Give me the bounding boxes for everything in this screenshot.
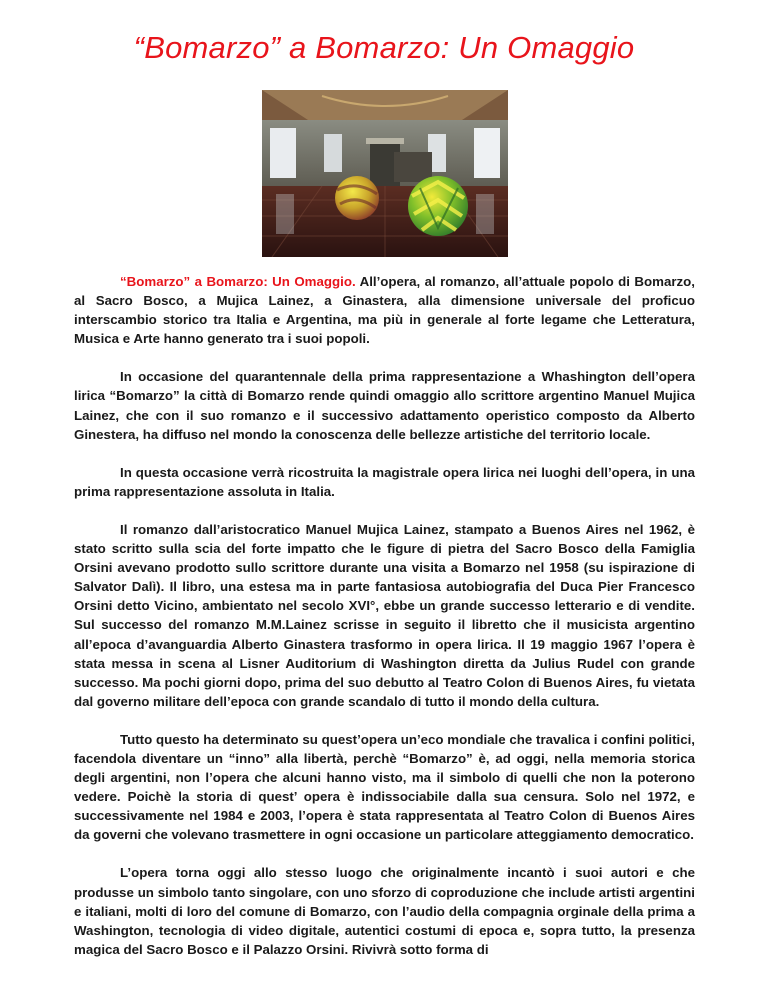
paragraph-text: In questa occasione verrà ricostruita la magistrale opera lirica nei luoghi dell’opera, in una prima rappresentazione assoluta in Italia. (74, 464, 695, 499)
paragraph-lead: “Bomarzo” a Bomarzo: Un Omaggio. (120, 274, 356, 289)
paragraph-text: Il romanzo dall’aristocratico Manuel Mujica Lainez, stampato a Buenos Aires nel 1962, è stato scritto sulla scia del forte impatto che le figure di pietra del Sacro Bosco della Famiglia Orsini avevano prodotto sullo scrittore durante una visita a Bomarzo nel 1958 (su ispirazione di Salvator Dalì). Il libro, una estesa ma in parte fantasiosa autobiografia del Duca Pier Francesco Orsini detto Vicino, ambientato nel secolo XVI°, ebbe un grande successo letterario e di vendite. Sul successo del romanzo M.M.Lainez scrisse in seguito il libretto che il musicista argentino all’epoca d’avanguardia Alberto Ginastera trasformo in opera lirica. Il 19 maggio 1967 l’opera è stata messa in scena al Lisner Auditorium di Washington diretta da Julius Rudel con grande successo. Ma pochi giorni dopo, prima del suo debutto al Teatro Colon di Buenos Aires, fu vietata dal governo militare dell’epoca con grande scandalo di tutto il mondo della cultura. (74, 521, 695, 709)
paragraph (74, 730, 695, 845)
paragraph (74, 520, 695, 711)
paragraph (74, 463, 695, 501)
paragraph (74, 863, 695, 958)
paragraph-text: L’opera torna oggi allo stesso luogo che originalmente incantò i suoi autori e che produsse un simbolo tanto singolare, con uno sforzo di coproduzione che include artisti argentini e italiani, molti di loro del comune di Bomarzo, con l’audio della compagnia orginale della prima a Washington, tecnologia di video digitale, autentici costumi di epoca e, sopra tutto, la presenza magica del Sacro Bosco e il Palazzo Orsini. Rivivrà sotto forma di (74, 865, 695, 957)
paragraph (74, 272, 695, 348)
paragraph-text: All’opera, al romanzo, all’attuale popolo di Bomarzo, al Sacro Bosco, a Mujica Lainez, a Ginastera, alla dimensione universale del proficuo interscambio storico tra Italia e Argentina, ma più in generale al forte legame che Letteratura, Musica e Arte hanno generato tra i suoi popoli. (74, 274, 695, 347)
paragraph-text: Tutto questo ha determinato su quest’opera un’eco mondiale che travalica i confini politici, facendola diventare un “inno” alla libertà, perchè “Bomarzo” è, ad oggi, nella memoria storica degli argentini, non l’opera che alcuni hanno visto, ma il simbolo di quelli che non la poterono vedere. Poichè la storia di quest’ opera è indissociabile dalla sua censura. Solo nel 1972, e successivamente nel 1984 e 2003, l’opera è stata rappresentata al Teatro Colon di Buenos Aires da governi che volevano trasmettere in ogni occasione un particolare atteggiamento democratico. (74, 731, 695, 843)
paragraph (74, 367, 695, 443)
hall-photo (262, 90, 508, 257)
paragraph-text: In occasione del quarantennale della prima rappresentazione a Whashington dell’opera lirica “Bomarzo” la città di Bomarzo rende quindi omaggio allo scrittore argentino Manuel Mujica Lainez, che con il suo romanzo e il successivo adattamento operistico composto da Alberto Ginestera, ha diffuso nel mondo la conoscenza delle bellezze artistiche del territorio locale. (74, 369, 695, 442)
article-body (74, 272, 695, 978)
document-title: “Bomarzo” a Bomarzo: Un Omaggio (133, 30, 635, 65)
hall-photo-image (262, 90, 508, 257)
